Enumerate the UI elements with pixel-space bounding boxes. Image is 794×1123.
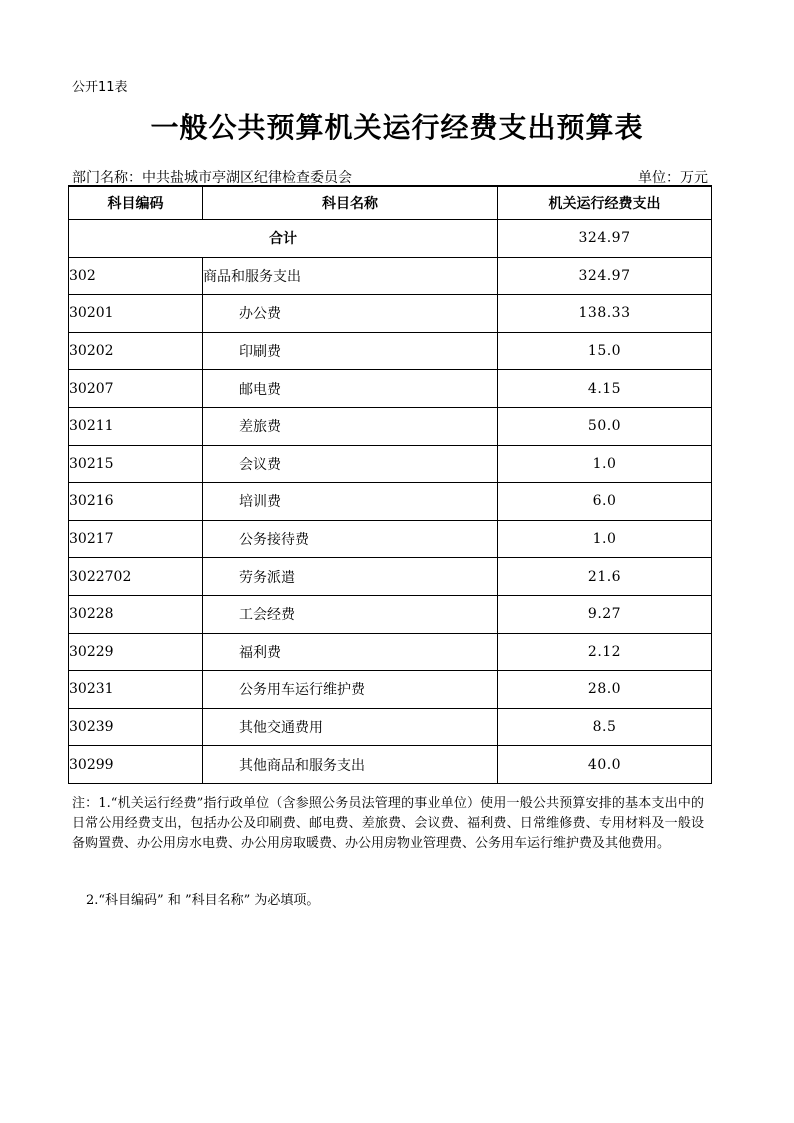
department-label: 部门名称：中共盐城市亭湖区纪律检查委员会 bbox=[72, 170, 352, 186]
row-code: 3022702 bbox=[69, 558, 203, 596]
row-name: 会议费 bbox=[203, 445, 498, 483]
row-name: 其他商品和服务支出 bbox=[203, 746, 498, 784]
table-row bbox=[69, 257, 712, 295]
row-amount: 6.0 bbox=[498, 483, 712, 521]
header-name: 科目名称 bbox=[203, 186, 498, 220]
table-row bbox=[69, 633, 712, 671]
footnote-1: 注：1.“机关运行经费”指行政单位（含参照公务员法管理的事业单位）使用一般公共预算安排的基本支出中的日常公用经费支出，包括办公及印刷费、邮电费、差旅费、会议费、福利费、日常维修费、专用材料及一般设备购置费、办公用房水电费、办公用房取暖费、办公用房物业管理费、公务用车运行维护费及其他费用。 bbox=[72, 796, 704, 851]
row-name: 办公费 bbox=[203, 295, 498, 333]
table-row bbox=[69, 671, 712, 709]
unit-label: 单位：万元 bbox=[638, 170, 708, 186]
row-name: 劳务派遣 bbox=[203, 558, 498, 596]
footnote-2: 2.“科目编码” 和 ”科目名称” 为必填项。 bbox=[86, 893, 320, 908]
row-code: 30202 bbox=[69, 332, 203, 370]
row-name: 公务接待费 bbox=[203, 520, 498, 558]
row-amount: 324.97 bbox=[498, 257, 712, 295]
row-name: 福利费 bbox=[203, 633, 498, 671]
row-code: 30229 bbox=[69, 633, 203, 671]
table-row bbox=[69, 445, 712, 483]
row-amount: 1.0 bbox=[498, 445, 712, 483]
header-row bbox=[69, 186, 712, 220]
row-amount: 21.6 bbox=[498, 558, 712, 596]
table-row bbox=[69, 483, 712, 521]
row-name: 印刷费 bbox=[203, 332, 498, 370]
row-code: 30215 bbox=[69, 445, 203, 483]
row-amount: 28.0 bbox=[498, 671, 712, 709]
row-name: 工会经费 bbox=[203, 595, 498, 633]
table-row bbox=[69, 332, 712, 370]
row-amount: 15.0 bbox=[498, 332, 712, 370]
row-amount: 1.0 bbox=[498, 520, 712, 558]
row-code: 30239 bbox=[69, 708, 203, 746]
page-title: 一般公共预算机关运行经费支出预算表 bbox=[150, 111, 644, 144]
row-code: 30231 bbox=[69, 671, 203, 709]
table-number: 公开11表 bbox=[72, 80, 128, 95]
header-code: 科目编码 bbox=[69, 186, 203, 220]
row-name: 公务用车运行维护费 bbox=[203, 671, 498, 709]
row-code: 30207 bbox=[69, 370, 203, 408]
row-name: 培训费 bbox=[203, 483, 498, 521]
row-code: 302 bbox=[69, 257, 203, 295]
row-code: 30216 bbox=[69, 483, 203, 521]
row-amount: 9.27 bbox=[498, 595, 712, 633]
row-amount: 8.5 bbox=[498, 708, 712, 746]
header-amount: 机关运行经费支出 bbox=[498, 186, 712, 220]
row-code: 30299 bbox=[69, 746, 203, 784]
budget-table bbox=[68, 185, 712, 784]
row-name: 其他交通费用 bbox=[203, 708, 498, 746]
total-amount: 324.97 bbox=[498, 220, 712, 258]
table-row bbox=[69, 370, 712, 408]
row-amount: 40.0 bbox=[498, 746, 712, 784]
row-name: 差旅费 bbox=[203, 407, 498, 445]
table-row bbox=[69, 520, 712, 558]
total-label: 合计 bbox=[69, 220, 498, 258]
table-row bbox=[69, 558, 712, 596]
row-amount: 4.15 bbox=[498, 370, 712, 408]
row-name: 邮电费 bbox=[203, 370, 498, 408]
row-amount: 138.33 bbox=[498, 295, 712, 333]
row-code: 30211 bbox=[69, 407, 203, 445]
row-code: 30228 bbox=[69, 595, 203, 633]
row-code: 30217 bbox=[69, 520, 203, 558]
total-row bbox=[69, 220, 712, 258]
row-code: 30201 bbox=[69, 295, 203, 333]
row-name: 商品和服务支出 bbox=[203, 257, 498, 295]
table-row bbox=[69, 746, 712, 784]
table-row bbox=[69, 407, 712, 445]
table-row bbox=[69, 708, 712, 746]
row-amount: 50.0 bbox=[498, 407, 712, 445]
table-row bbox=[69, 295, 712, 333]
table-row bbox=[69, 595, 712, 633]
row-amount: 2.12 bbox=[498, 633, 712, 671]
